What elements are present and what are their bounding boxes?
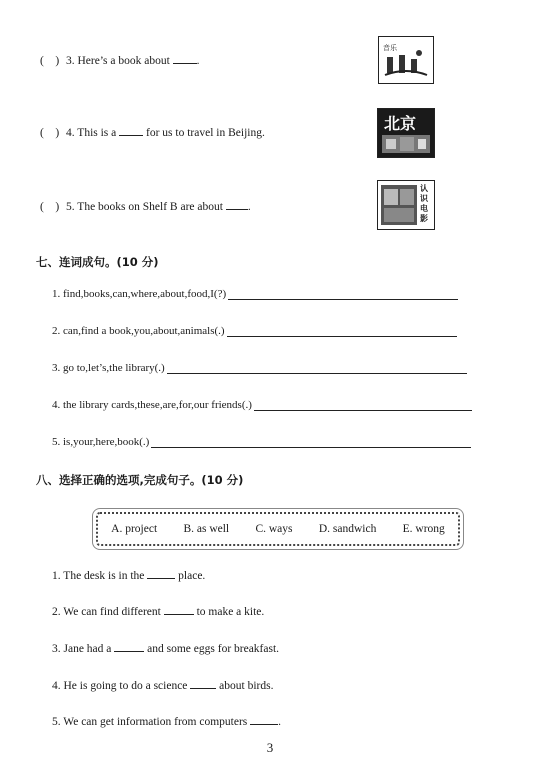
item-text-end: . [278,716,282,728]
answer-blank[interactable] [173,52,197,64]
item-text: 4. He is going to do a science [52,680,188,692]
cover-title: 北京 [384,114,417,133]
item-text: 1. The desk is in the [52,570,145,582]
item-text: 2. We can find different [52,606,161,618]
section-7-item-1 [52,288,458,300]
answer-paren-open: ( [40,201,44,213]
answer-line[interactable] [227,326,457,337]
item-text: 5. We can get information from computers [52,716,248,728]
item-text-end: place. [178,570,206,582]
item-text-end: to make a kite. [196,606,265,618]
answer-line[interactable] [254,400,472,411]
question-5-end: . [247,201,251,213]
question-3-end: . [196,55,200,67]
map-illustration [378,109,434,157]
word-option: A. project [111,523,158,535]
section-7-item-4 [52,399,472,411]
answer-blank[interactable] [147,567,175,579]
section-7-item-3 [52,362,467,374]
item-text: 4. the library cards,these,are,for,our friends(.) [52,399,252,411]
item-text-end: and some eggs for breakfast. [147,643,280,655]
item-text: 3. Jane had a [52,643,112,655]
item-text-end: about birds. [219,680,274,692]
answer-line[interactable] [151,437,471,448]
answer-paren-open: ( [40,55,44,67]
section-8-item-5 [52,713,281,728]
word-option: C. ways [255,523,293,535]
word-bank [96,512,460,546]
answer-paren-close: ) [55,201,60,213]
beijing-map-cover [377,108,435,158]
question-5-text: 5. The books on Shelf B are about [66,201,223,213]
answer-line[interactable] [228,289,458,300]
item-text: 5. is,your,here,book(.) [52,436,150,448]
word-option: B. as well [183,523,230,535]
answer-line[interactable] [167,363,467,374]
answer-blank[interactable] [190,677,216,689]
section-7-item-2 [52,325,457,337]
answer-blank[interactable] [114,640,144,652]
section-8-title: 八、选择正确的选项,完成句子。(10 分) [36,473,244,487]
section-8-item-2 [52,603,264,618]
section-7-item-5 [52,436,471,448]
question-4 [40,124,265,139]
page-number: 3 [266,740,274,755]
answer-blank[interactable] [250,713,278,725]
question-3-text: 3. Here’s a book about [66,55,170,67]
question-3 [40,52,200,67]
answer-blank[interactable] [164,603,194,615]
section-8-item-4 [52,677,273,692]
music-book-cover [378,36,434,84]
answer-blank[interactable] [226,198,248,210]
question-5 [40,198,251,213]
section-8-item-1 [52,567,205,582]
films-shelf [377,180,435,230]
answer-paren-close: ) [55,55,60,67]
question-4-end: for us to travel in Beijing. [146,127,265,139]
item-text: 2. can,find a book,you,about,animals(.) [52,325,225,337]
cover-title: 音乐 [383,44,397,52]
music-illustration [379,37,433,83]
section-8-item-3 [52,640,279,655]
cover-title: 认识电影 [420,184,428,223]
section-7-title: 七、连词成句。(10 分) [36,255,159,269]
answer-blank[interactable] [119,124,143,136]
item-text: 1. find,books,can,where,about,food,I(?) [52,288,227,300]
answer-paren-open: ( [40,127,44,139]
word-option: D. sandwich [318,523,377,535]
question-4-text: 4. This is a [66,127,117,139]
item-text: 3. go to,let’s,the library(.) [52,362,165,374]
answer-paren-close: ) [55,127,60,139]
word-option: E. wrong [402,523,445,535]
